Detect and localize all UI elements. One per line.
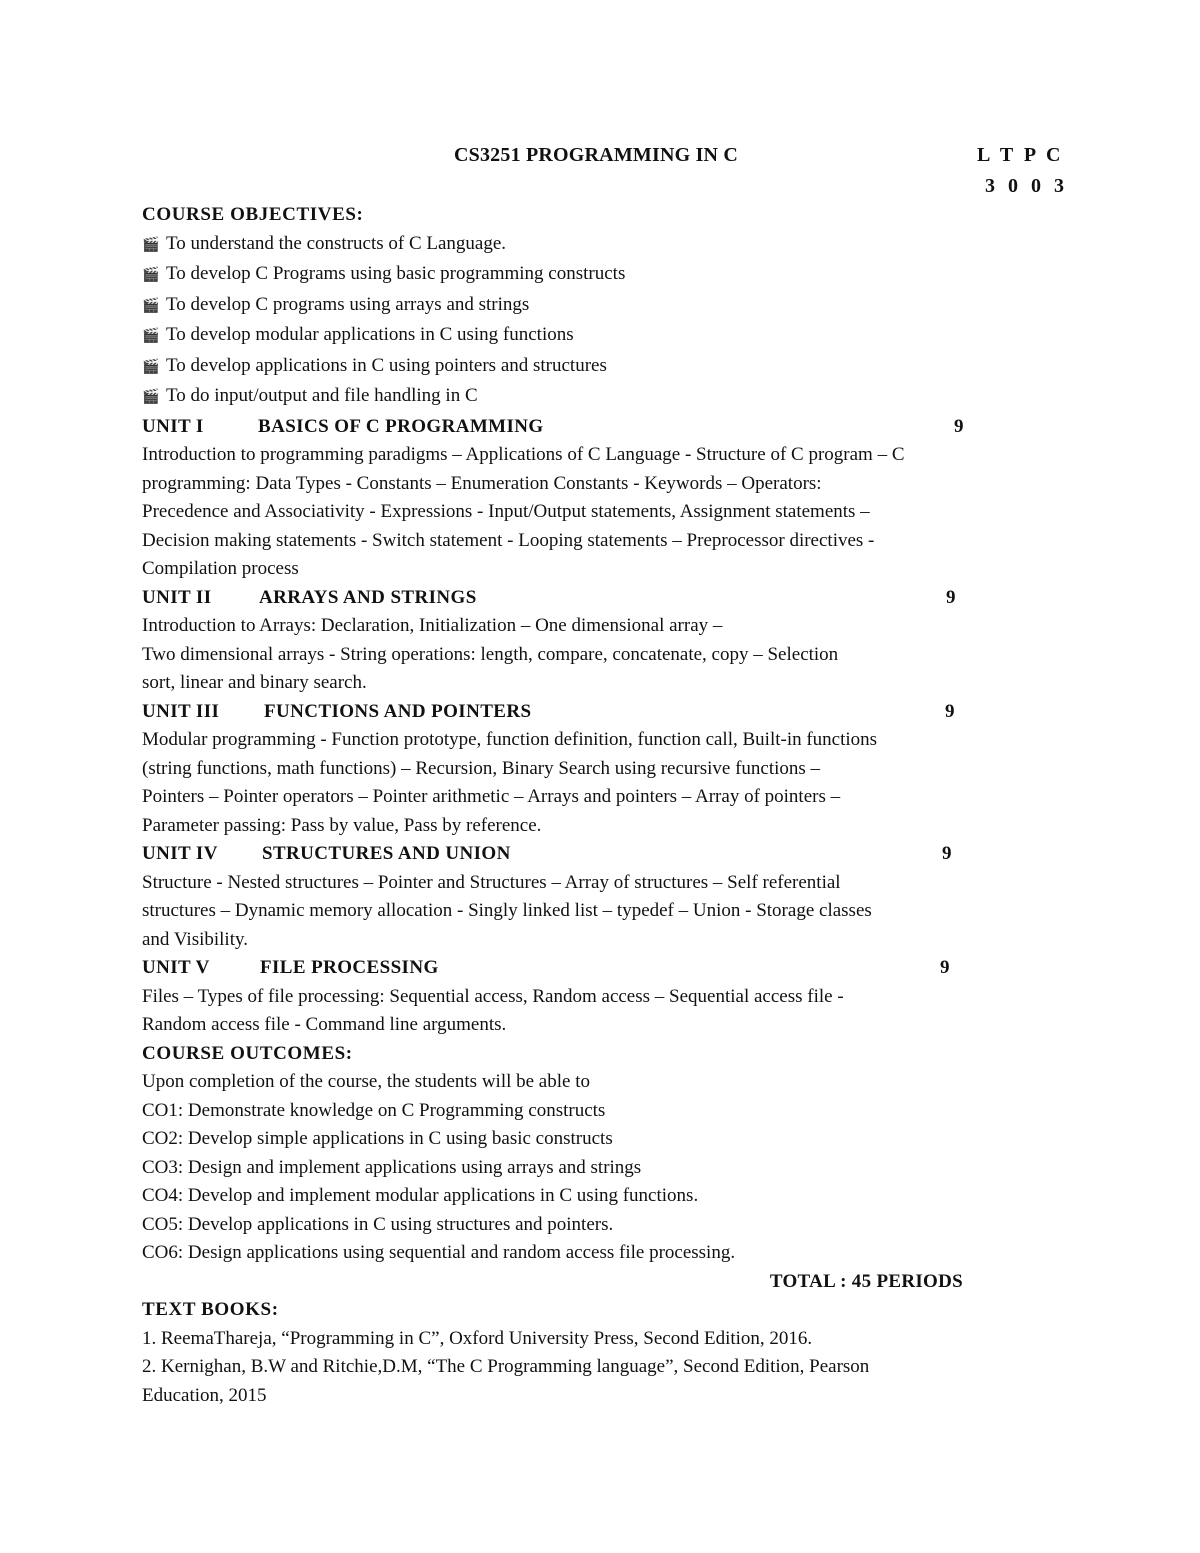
unit-title: FILE PROCESSING xyxy=(260,957,439,978)
textbook-line: 1. ReemaThareja, “Programming in C”, Oxford University Press, Second Edition, 2016. xyxy=(142,1327,813,1349)
unit-description-line: sort, linear and binary search. xyxy=(142,672,367,693)
unit-number: UNIT IV xyxy=(142,843,218,864)
unit-heading xyxy=(142,698,1032,727)
objective-item xyxy=(142,260,1032,291)
unit-description-line: Random access file - Command line arguments. xyxy=(142,1014,507,1035)
unit-description-line: structures – Dynamic memory allocation - Singly linked list – typedef – Union - Storage classes xyxy=(142,900,872,921)
unit-title: ARRAYS AND STRINGS xyxy=(259,586,477,608)
objective-text: To develop modular applications in C using functions xyxy=(166,324,574,345)
unit-description-line: Structure - Nested structures – Pointer and Structures – Array of structures – Self referential xyxy=(142,871,841,893)
textbook-line: 2. Kernighan, B.W and Ritchie,D.M, “The C Programming language”, Second Edition, Pearson xyxy=(142,1356,870,1377)
total-periods: TOTAL : 45 PERIODS xyxy=(769,1270,963,1292)
unit-number: UNIT III xyxy=(142,700,220,722)
unit-description-line: programming: Data Types - Constants – Enumeration Constants - Keywords – Operators: xyxy=(142,472,822,494)
outcome-item: CO1: Demonstrate knowledge on C Programming constructs xyxy=(142,1099,606,1121)
unit-description-line: Introduction to Arrays: Declaration, Initialization – One dimensional array – xyxy=(142,615,723,636)
unit-hours: 9 xyxy=(942,843,952,864)
clapperboard-bullet-icon: 🎬 xyxy=(142,329,160,344)
unit-description-line: Introduction to programming paradigms – Applications of C Language - Structure of C program – C xyxy=(142,444,905,465)
unit-number: UNIT II xyxy=(142,586,212,608)
objective-item xyxy=(142,230,1032,261)
objective-text: To develop C programs using arrays and strings xyxy=(166,293,530,315)
outcome-item: CO6: Design applications using sequential and random access file processing. xyxy=(142,1242,736,1263)
unit-hours: 9 xyxy=(945,700,955,722)
unit-heading xyxy=(142,954,1032,983)
objective-item xyxy=(142,321,1032,352)
unit-title: BASICS OF C PROGRAMMING xyxy=(258,415,544,437)
outcome-item: CO3: Design and implement applications using arrays and strings xyxy=(142,1156,642,1178)
clapperboard-bullet-icon: 🎬 xyxy=(142,268,160,283)
objectives-list xyxy=(142,230,1032,413)
textbooks-heading: TEXT BOOKS: xyxy=(142,1299,279,1320)
objective-item xyxy=(142,291,1032,322)
outcome-item: CO4: Develop and implement modular applications in C using functions. xyxy=(142,1185,699,1206)
unit-description-line: Precedence and Associativity - Expressions - Input/Output statements, Assignment statements – xyxy=(142,501,870,522)
unit-title: FUNCTIONS AND POINTERS xyxy=(264,700,532,722)
syllabus-content xyxy=(142,201,1032,1410)
unit-description-line: Files – Types of file processing: Sequential access, Random access – Sequential access file - xyxy=(142,985,844,1007)
unit-hours: 9 xyxy=(940,957,950,978)
unit-hours: 9 xyxy=(954,415,964,437)
ltpc-label: L T P C xyxy=(977,144,1064,166)
outcomes-intro: Upon completion of the course, the students will be able to xyxy=(142,1071,590,1092)
objective-item xyxy=(142,352,1032,383)
outcome-item: CO2: Develop simple applications in C using basic constructs xyxy=(142,1128,613,1149)
unit-title: STRUCTURES AND UNION xyxy=(262,843,511,864)
clapperboard-bullet-icon: 🎬 xyxy=(142,359,160,375)
unit-heading xyxy=(142,584,1032,613)
unit-heading xyxy=(142,413,1032,442)
unit-description-line: Decision making statements - Switch statement - Looping statements – Preprocessor directives - xyxy=(142,529,875,551)
unit-number: UNIT I xyxy=(142,415,204,437)
unit-description-line: Compilation process xyxy=(142,558,299,579)
unit-hours: 9 xyxy=(946,586,956,608)
clapperboard-bullet-icon: 🎬 xyxy=(142,390,160,405)
unit-description-line: (string functions, math functions) – Recursion, Binary Search using recursive functions – xyxy=(142,757,821,779)
course-title: CS3251 PROGRAMMING IN C xyxy=(454,144,739,166)
unit-description-line: Modular programming - Function prototype, function definition, function call, Built-in functions xyxy=(142,729,878,750)
objective-text: To develop applications in C using pointers and structures xyxy=(166,354,607,376)
objective-text: To understand the constructs of C Language. xyxy=(166,232,507,254)
clapperboard-bullet-icon: 🎬 xyxy=(142,237,160,253)
unit-description-line: and Visibility. xyxy=(142,928,249,950)
textbook-line: Education, 2015 xyxy=(142,1384,267,1406)
unit-description-line: Parameter passing: Pass by value, Pass by reference. xyxy=(142,814,542,836)
objectives-heading: COURSE OBJECTIVES: xyxy=(142,204,364,225)
clapperboard-bullet-icon: 🎬 xyxy=(142,298,160,314)
unit-heading xyxy=(142,840,1032,869)
ltpc-values: 3 0 0 3 xyxy=(985,175,1068,197)
outcomes-heading: COURSE OUTCOMES: xyxy=(142,1042,353,1064)
objective-text: To do input/output and file handling in C xyxy=(166,385,478,406)
unit-description-line: Pointers – Pointer operators – Pointer arithmetic – Arrays and pointers – Array of pointers – xyxy=(142,786,841,807)
unit-number: UNIT V xyxy=(142,957,210,978)
objective-text: To develop C Programs using basic programming constructs xyxy=(166,263,626,284)
objective-item xyxy=(142,382,1032,413)
unit-description-line: Two dimensional arrays - String operations: length, compare, concatenate, copy – Selection xyxy=(142,643,839,665)
outcome-item: CO5: Develop applications in C using structures and pointers. xyxy=(142,1213,614,1235)
